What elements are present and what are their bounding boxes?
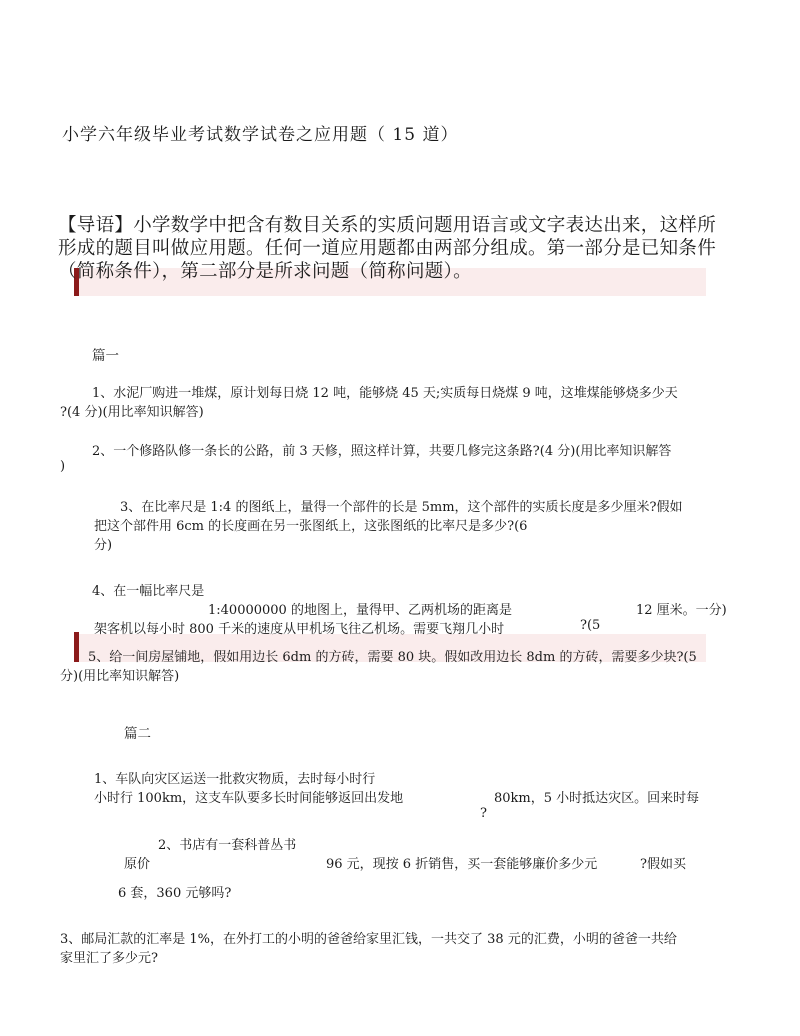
- question-line: 原价: [124, 857, 151, 872]
- intro-line: 【导语】小学数学中把含有数目关系的实质问题用语言或文字表达出来，这样所: [58, 215, 717, 236]
- question-line: 5、给一间房屋铺地，假如用边长 6dm 的方砖，需要 80 块。假如改用边长 8dm 的方砖，需要多少块?(5: [88, 650, 697, 665]
- question-line: ?假如买: [640, 857, 686, 872]
- highlight-marker: [74, 632, 79, 662]
- question-line: ): [60, 459, 66, 474]
- question-line: 1、车队向灾区运送一批救灾物质，去时每小时行: [94, 772, 376, 787]
- question-line: 12 厘米。一分): [636, 603, 727, 618]
- intro-paragraph: [58, 214, 748, 283]
- section-heading: 篇二: [124, 726, 151, 742]
- question-line: 1、水泥厂购进一堆煤，原计划每日烧 12 吨，能够烧 45 天;实质每日烧煤 9 吨，这堆煤能够烧多少天: [92, 386, 678, 401]
- question-line: 1:40000000 的地图上，量得甲、乙两机场的距离是: [208, 603, 512, 618]
- question-line: 3、邮局汇款的汇率是 1%，在外打工的小明的爸爸给家里汇钱，一共交了 38 元的汇费，小明的爸爸一共给: [60, 932, 677, 947]
- intro-line: （简称条件），第二部分是所求问题（简称问题）。: [58, 261, 472, 282]
- question-line: ?(4 分)(用比率知识解答): [60, 405, 204, 420]
- question-line: ?(5: [580, 618, 601, 633]
- question-line: ?: [480, 806, 487, 821]
- question-line: 分): [94, 538, 113, 553]
- question-line: 80km，5 小时抵达灾区。回来时每: [494, 791, 700, 806]
- question-line: 分)(用比率知识解答): [60, 669, 180, 684]
- question-line: 96 元，现按 6 折销售，买一套能够廉价多少元: [326, 857, 598, 872]
- question-line: 家里汇了多少元?: [60, 951, 158, 966]
- question-line: 小时行 100km，这支车队要多长时间能够返回出发地: [94, 791, 404, 806]
- question-line: 3、在比率尺是 1:4 的图纸上，量得一个部件的长是 5mm，这个部件的实质长度是多少厘米?假如: [120, 500, 683, 515]
- question-line: 4、在一幅比率尺是: [92, 584, 205, 599]
- question-line: 把这个部件用 6cm 的长度画在另一张图纸上，这张图纸的比率尺是多少?(6: [94, 519, 528, 534]
- question-line: 2、书店有一套科普丛书: [158, 838, 297, 853]
- intro-line: 形成的题目叫做应用题。任何一道应用题都由两部分组成。第一部分是已知条件: [58, 238, 717, 259]
- section-heading: 篇一: [92, 348, 119, 364]
- question-line: 6 套，360 元够吗?: [118, 886, 232, 901]
- question-line: 2、一个修路队修一条长的公路，前 3 天修，照这样计算，共要几修完这条路?(4 分)(用比率知识解答: [92, 444, 672, 459]
- question-line: 架客机以每小时 800 千米的速度从甲机场飞往乙机场。需要飞翔几小时: [94, 622, 505, 637]
- document-title: 小学六年级毕业考试数学试卷之应用题（ 15 道）: [62, 125, 459, 145]
